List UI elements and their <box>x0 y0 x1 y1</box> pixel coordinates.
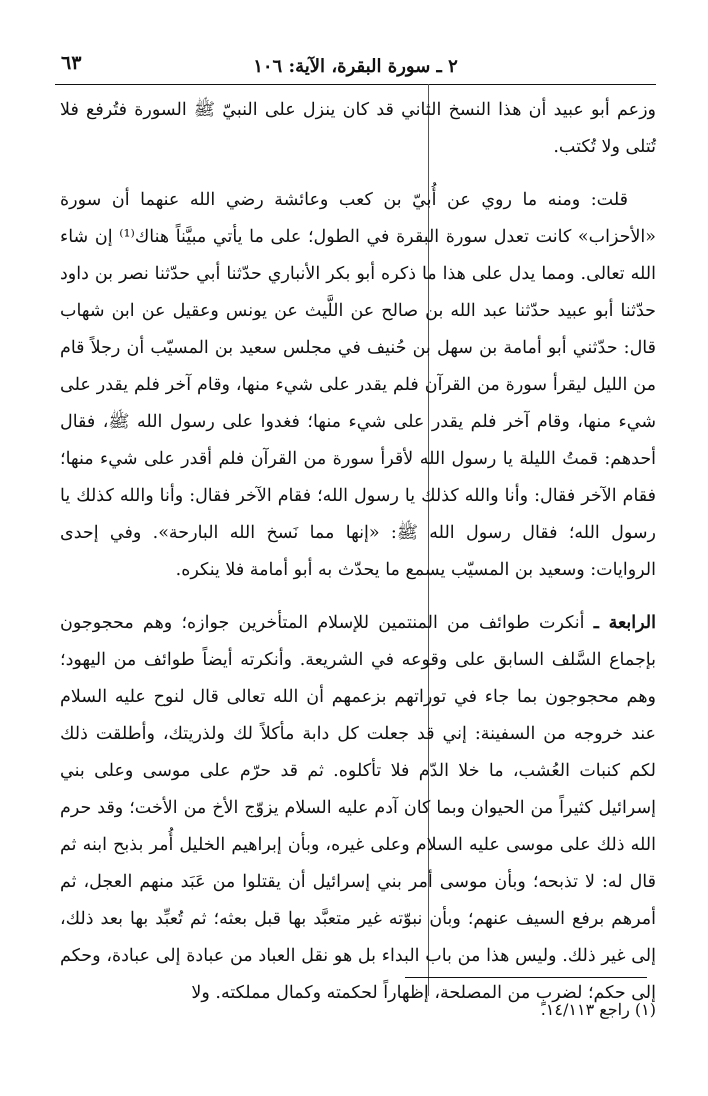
paragraph-text: أنكرت طوائف من المنتمين للإسلام المتأخرين جوازه؛ وهم محجوجون بإجماع السَّلف السابق على وقوعه في الشريعة. وأنكرته أيضاً طوائف من اليهود؛ وهم محجوجون بما جاء في توراتهم بزعمهم أن الله تعالى قال لنوح عليه السلام عند خروجه من السفينة: إني قد جعلت كل دابة مأكلاً لك ولذريتك، وأطلقت ذلك لكم كنبات العُشب، ما خلا الدّم فلا تأكلوه. ثم قد حرّم على موسى وعلى بني إسرائيل كثيراً من الحيوان وبما كان آدم عليه السلام يزوّج الأخ من الأخت؛ وقد حرم الله ذلك على موسى عليه السلام وعلى غيره، وبأن إبراهيم الخليل أُمر بذبح ابنه ثم قال له: لا تذبحه؛ وبأن موسى أمر بني إسرائيل أن يقتلوا من عَبَد منهم العجل، ثم أمرهم برفع السيف عنهم؛ وبأن نبوّته غير متعبَّد بها قبل بعثه؛ ثم تُعبِّد بها بعد ذلك، إلى غير ذلك. وليس هذا من باب البداء بل هو نقل العباد من عبادة إلى عبادة، وحكم إلى حكم؛ لضربٍ من المصلحة، إظهاراً لحكمته وكمال مملكته. ولا <box>60 613 656 1003</box>
section-label: الرابعة ـ <box>593 613 656 633</box>
main-text <box>60 92 656 1012</box>
footnote-rule <box>405 977 647 978</box>
page-number: ٦٣ <box>61 52 82 74</box>
running-header <box>55 52 656 84</box>
paragraph-text: قلت: ومنه ما روي عن أُبيّ بن كعب وعائشة رضي الله عنهما أن سورة «الأحزاب» كانت تعدل سورة البقرة في الطول؛ على ما يأتي مبيَّناً هناك⁽¹⁾ إن شاء الله تعالى. ومما يدل على هذا ما ذكره أبو بكر الأنباري حدّثنا أبي حدّثنا نصر بن داود حدّثنا أبو عبيد حدّثنا عبد الله بن صالح عن اللَّيث عن يونس وعقيل عن ابن شهاب قال: حدّثني أبو أمامة بن سهل بن حُنيف في مجلس سعيد بن المسيّب أن رجلاً قام من الليل ليقرأ سورة من القرآن فلم يقدر على شيء منها، وقام آخر فلم يقدر على شيء منها، وقام آخر فلم يقدر على شيء منها؛ فغدوا على رسول الله ﷺ، فقال أحدهم: قمتُ الليلة يا رسول الله لأقرأ سورة من القرآن فلم أقدر على شيء منها؛ فقام الآخر فقال: وأنا والله كذلك يا رسول الله؛ فقام الآخر فقال: وأنا والله كذلك يا رسول الله؛ فقال رسول الله ﷺ: «إنها مما نَسخ الله البارحة». وفي إحدى الروايات: وسعيد بن المسيّب يسمع ما يحدّث به أبو أمامة فلا ينكره. <box>60 190 656 580</box>
paragraph <box>60 182 656 589</box>
paragraph <box>60 92 656 166</box>
header-rule <box>55 84 656 85</box>
paragraph-text: وزعم أبو عبيد أن هذا النسخ الثاني قد كان ينزل على النبيّ ﷺ السورة فتُرفع فلا تُتلى ولا تُكتب. <box>60 100 656 157</box>
running-title: ٢ ـ سورة البقرة، الآية: ١٠٦ <box>253 56 458 77</box>
footnote: (١) راجع ١٤/١١٣. <box>540 1000 656 1019</box>
paragraph <box>60 605 656 1012</box>
